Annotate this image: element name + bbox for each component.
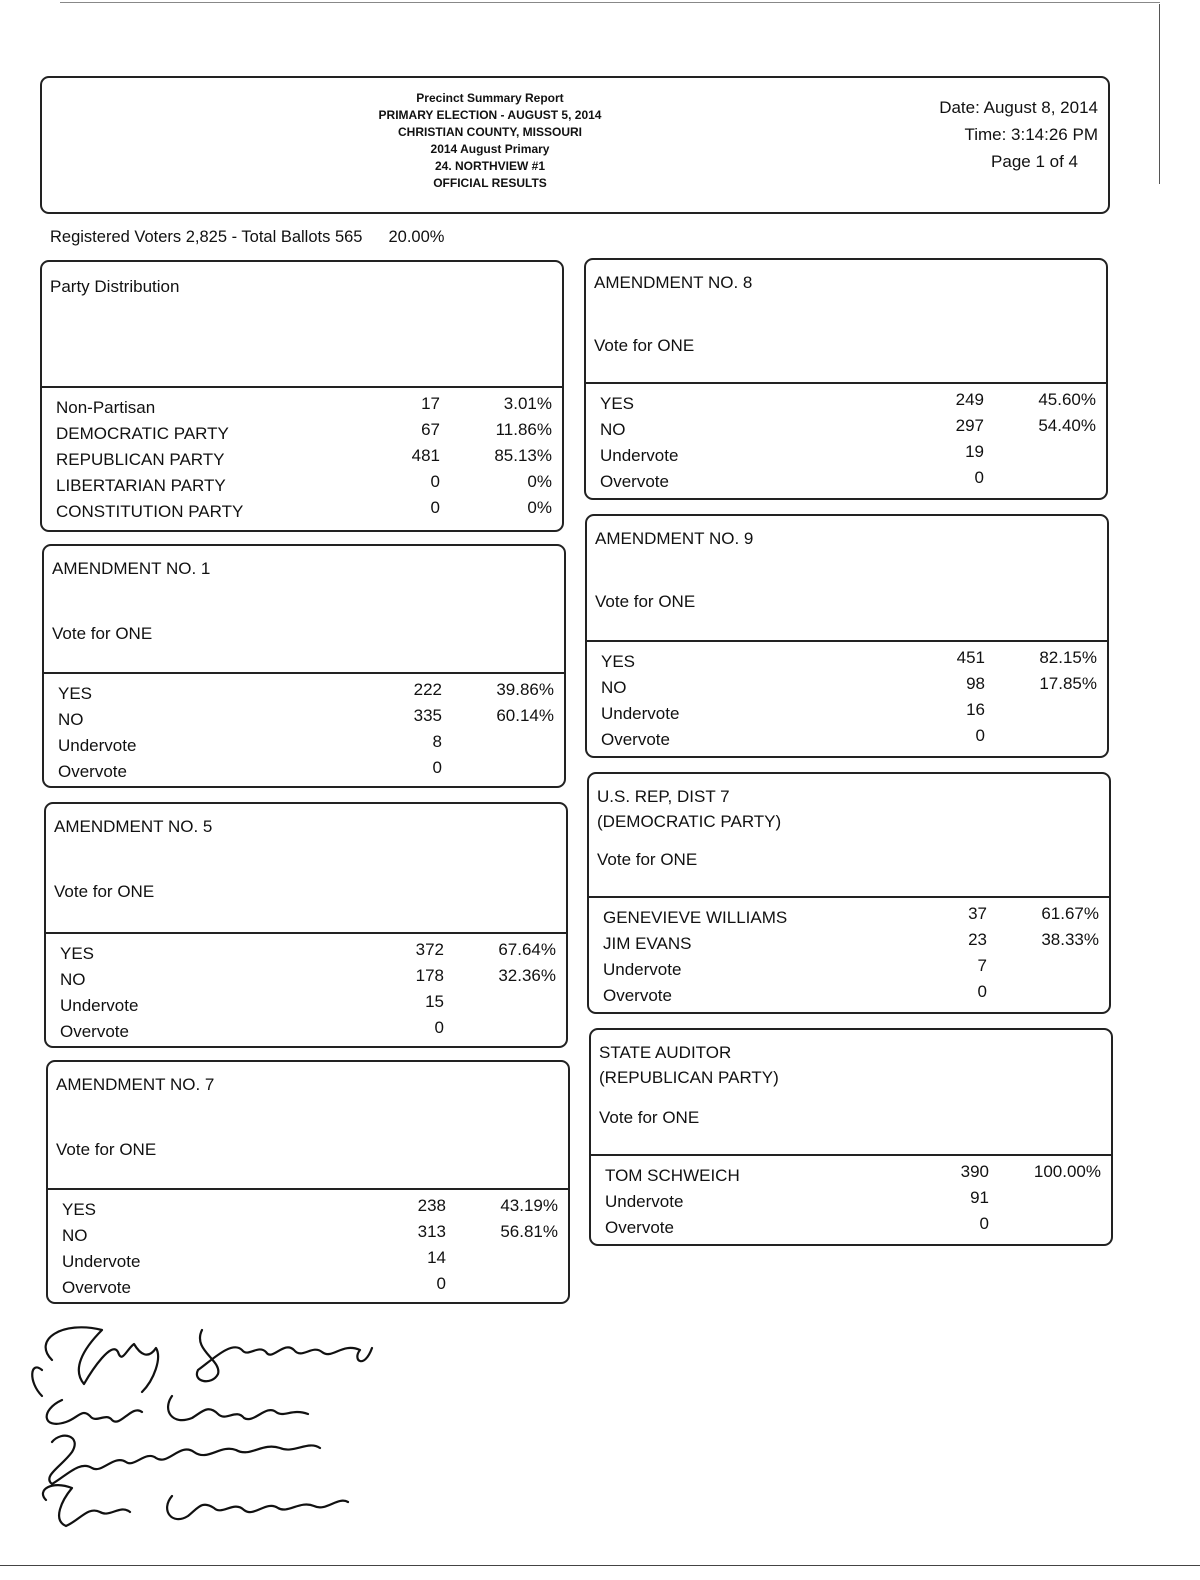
race-title: AMENDMENT NO. 1 [52,559,211,578]
report-header [40,76,1110,214]
result-row: Overvote 0 [58,758,442,781]
result-row: YES 222 39.86% [58,680,554,703]
section-divider [40,386,564,388]
vote-for-label: Vote for ONE [52,624,153,643]
election-name: PRIMARY ELECTION - AUGUST 5, 2014 [378,108,602,122]
scan-top-edge [60,2,1160,3]
signatures-drawing [22,1300,402,1550]
result-row: NO 98 17.85% [601,674,1097,697]
race-title-line-2: (REPUBLICAN PARTY) [599,1068,779,1087]
report-title: Precinct Summary Report [416,91,564,105]
race-rows [60,940,556,1044]
turnout-percent: 20.00% [388,228,445,246]
vote-for-label: Vote for ONE [595,592,696,611]
party-distribution-rows [56,394,552,524]
result-row: NO 178 32.36% [60,966,556,989]
official-results-label: OFFICIAL RESULTS [433,176,547,190]
amendment-9-box [585,514,1109,758]
amendment-1-box [42,544,566,788]
result-row: Undervote 8 [58,732,442,755]
race-title: AMENDMENT NO. 9 [595,529,754,548]
result-row: Undervote 14 [62,1248,446,1271]
race-title: AMENDMENT NO. 7 [56,1075,215,1094]
page-number: Page 1 of 4 [991,152,1078,171]
race-title-line-2: (DEMOCRATIC PARTY) [597,812,782,831]
amendment-5-box [44,802,568,1048]
result-row: GENEVIEVE WILLIAMS 37 61.67% [603,904,1099,927]
result-row: NO 297 54.40% [600,416,1096,439]
result-row: Undervote 16 [601,700,985,723]
report-meta [939,94,1098,175]
race-title [599,1040,779,1090]
section-divider [44,932,568,934]
result-row: Undervote 7 [603,956,987,979]
party-distribution-title: Party Distribution [50,277,180,296]
race-title-line-1: STATE AUDITOR [599,1043,732,1062]
scan-bottom-edge [0,1565,1200,1566]
result-row: Overvote 0 [603,982,987,1005]
section-divider [587,896,1111,898]
party-distribution-box [40,260,564,532]
result-row: NO 335 60.14% [58,706,554,729]
race-rows [58,680,554,784]
report-time: Time: 3:14:26 PM [964,125,1098,144]
section-divider [42,672,566,674]
vote-for-label: Vote for ONE [597,850,698,869]
result-row: YES 238 43.19% [62,1196,558,1219]
section-divider [585,640,1109,642]
section-divider [589,1154,1113,1156]
section-divider [584,382,1108,384]
result-row: JIM EVANS 23 38.33% [603,930,1099,953]
report-date: Date: August 8, 2014 [939,98,1098,117]
race-rows [605,1162,1101,1240]
result-row: Undervote 15 [60,992,444,1015]
race-rows [600,390,1096,494]
result-row: NO 313 56.81% [62,1222,558,1245]
amendment-8-box [584,258,1108,500]
vote-for-label: Vote for ONE [54,882,155,901]
race-title: AMENDMENT NO. 5 [54,817,213,836]
vote-for-label: Vote for ONE [599,1108,700,1127]
county-name: CHRISTIAN COUNTY, MISSOURI [397,125,582,139]
race-rows [62,1196,558,1300]
result-row: Overvote 0 [60,1018,444,1041]
result-row: YES 451 82.15% [601,648,1097,671]
result-row: REPUBLICAN PARTY 481 85.13% [56,446,552,469]
vote-for-label: Vote for ONE [594,336,695,355]
amendment-7-box [46,1060,570,1304]
result-row: Undervote 19 [600,442,984,465]
result-row: Overvote 0 [62,1274,446,1297]
result-row: CONSTITUTION PARTY 0 0% [56,498,552,521]
result-row: YES 372 67.64% [60,940,556,963]
result-row: Undervote 91 [605,1188,989,1211]
handwritten-signatures [22,1300,402,1550]
race-title [597,784,781,834]
section-divider [46,1188,570,1190]
result-row: DEMOCRATIC PARTY 67 11.86% [56,420,552,443]
summary-text: Registered Voters 2,825 - Total Ballots 565 [50,228,363,246]
vote-for-label: Vote for ONE [56,1140,157,1159]
result-row: YES 249 45.60% [600,390,1096,413]
precinct-name: 24. NORTHVIEW #1 [434,159,546,173]
state-auditor-box [589,1028,1113,1246]
registered-voters-summary [50,228,444,247]
race-title: AMENDMENT NO. 8 [594,273,753,292]
scan-right-edge [1159,4,1160,184]
us-rep-dist-7-box [587,772,1111,1014]
result-row: LIBERTARIAN PARTY 0 0% [56,472,552,495]
election-label: 2014 August Primary [430,142,550,156]
result-row: Overvote 0 [605,1214,989,1237]
race-title-line-1: U.S. REP, DIST 7 [597,787,730,806]
race-rows [603,904,1099,1008]
result-row: Overvote 0 [600,468,984,491]
race-rows [601,648,1097,752]
result-row: TOM SCHWEICH 390 100.00% [605,1162,1101,1185]
result-row: Overvote 0 [601,726,985,749]
result-row: Non-Partisan 17 3.01% [56,394,552,417]
